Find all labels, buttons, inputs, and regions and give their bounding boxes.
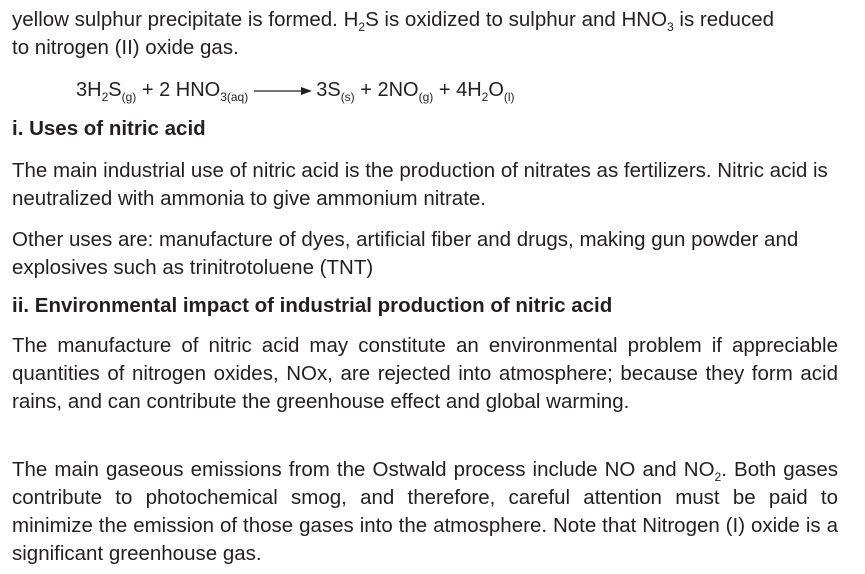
uses-paragraph-2: Other uses are: manufacture of dyes, artificial fiber and drugs, making gun powder and explosives such as trinitrotoluene (TNT) — [12, 228, 799, 279]
environment-text-1: The main gaseous emissions from the Ostwald process include NO and NO — [12, 458, 715, 481]
environment-text-2: . Both gases contribute to photochemical smog, and therefore, careful attention must be paid to minimize the emission of those gases into the atmosphere. Note that Nitrogen (I) oxide is a significant greenhouse gas. — [12, 458, 838, 565]
section-heading-environment: ii. Environmental impact of industrial production of nitric acid — [12, 294, 613, 317]
eq-subscript: (s) — [340, 90, 355, 104]
eq-term: 3H — [76, 79, 102, 101]
intro-subscript-1: 2 — [358, 20, 366, 34]
eq-subscript: 3(aq) — [220, 90, 249, 104]
uses-paragraph-1: The main industrial use of nitric acid is the production of nitrates as fertilizers. Nitric acid is neutralized with ammonia to give ammonium nitrate. — [12, 159, 828, 210]
intro-paragraph — [12, 6, 838, 62]
intro-text-1: yellow sulphur precipitate is formed. H — [12, 8, 359, 31]
eq-subscript: (g) — [418, 90, 434, 104]
eq-subscript: (g) — [121, 90, 137, 104]
chemical-equation — [76, 76, 515, 104]
intro-text-3: is reduced — [673, 8, 774, 31]
eq-term: S — [108, 79, 122, 101]
intro-text-4: to nitrogen (II) oxide gas. — [12, 36, 239, 59]
eq-term: + 2 HNO — [136, 79, 221, 101]
intro-subscript-2: 3 — [667, 20, 674, 34]
eq-subscript: (l) — [503, 90, 515, 104]
eq-term: 3S — [316, 79, 341, 101]
intro-text-2: S is oxidized to sulphur and HNO — [365, 8, 668, 31]
eq-term: + 2NO — [354, 79, 419, 101]
environment-paragraph-2 — [12, 456, 838, 568]
environment-paragraph-1: The manufacture of nitric acid may constitute an environmental problem if appreciable quantities of nitrogen oxides, NOx, are rejected into atmosphere; because they form acid rains, and can contribute the greenhouse effect and global warming. — [12, 334, 838, 413]
environment-subscript: 2 — [714, 470, 722, 484]
eq-term: + 4H — [433, 79, 482, 101]
section-heading-uses: i. Uses of nitric acid — [12, 117, 206, 140]
reaction-arrow-icon — [254, 86, 312, 96]
eq-subscript: 2 — [101, 90, 109, 104]
eq-term: O — [488, 79, 504, 101]
eq-subscript: 2 — [481, 90, 489, 104]
